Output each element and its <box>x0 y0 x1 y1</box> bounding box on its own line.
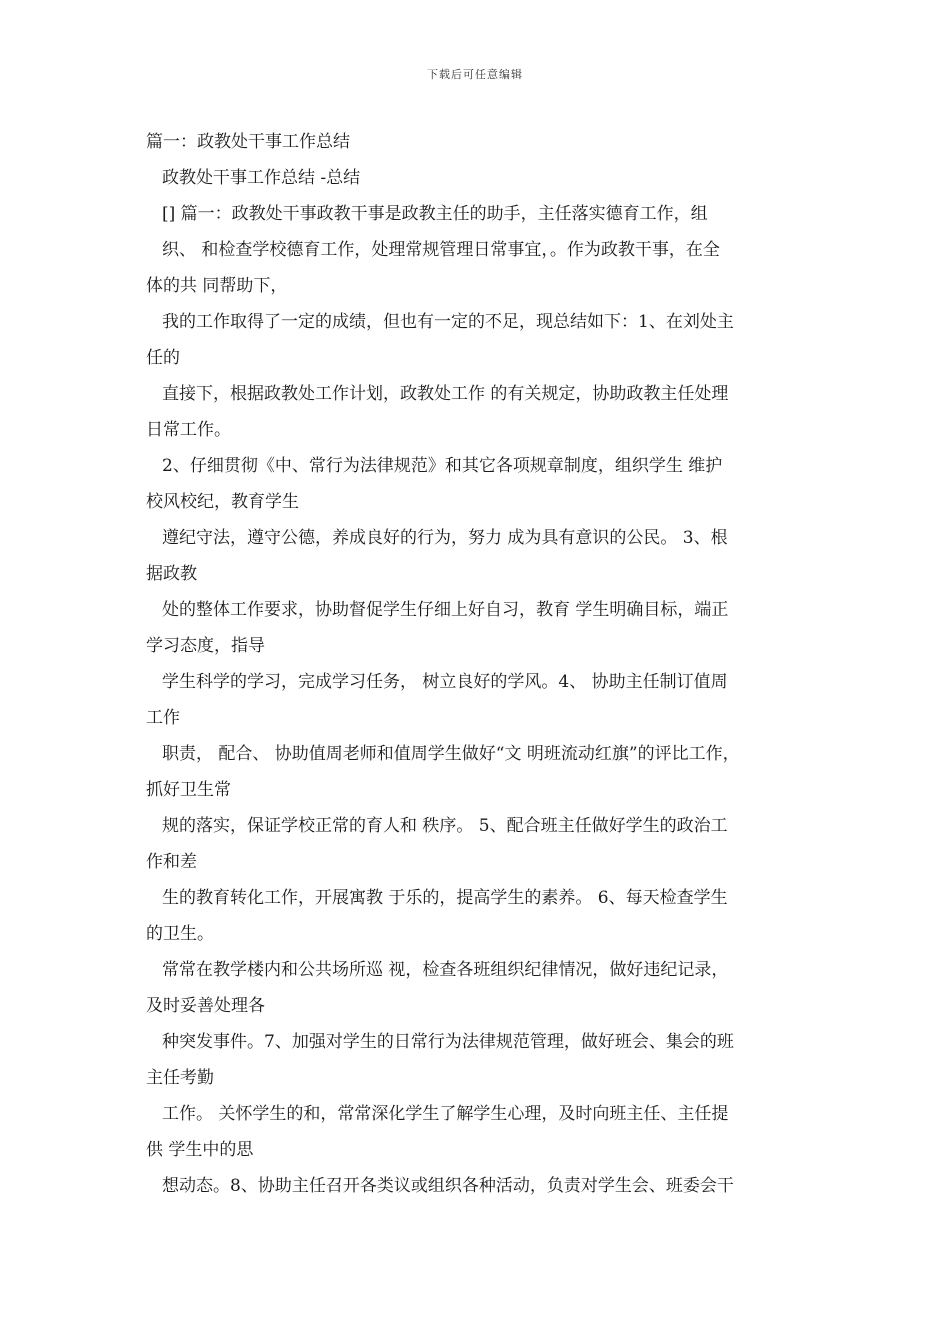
text-line: 主任考勤 <box>146 1068 214 1088</box>
text-line: 校风校纪，教育学生 <box>146 492 299 512</box>
text-line: 职责， 配合、 协助值周老师和值周学生做好“文 明班流动红旗”的评比工作， <box>162 744 740 764</box>
text-line: 种突发事件。7、加强对学生的日常行为法律规范管理，做好班会、集会的班 <box>162 1032 734 1052</box>
text-line: 学习态度，指导 <box>146 636 265 656</box>
text-line: 想动态。8、协助主任召开各类议或组织各种活动，负责对学生会、班委会干 <box>162 1176 734 1196</box>
text-line: 作和差 <box>146 852 197 872</box>
text-line: 处的整体工作要求，协助督促学生仔细上好自习，教育 学生明确目标，端正 <box>162 600 729 620</box>
text-line: 任的 <box>146 348 180 368</box>
text-line: 我的工作取得了一定的成绩，但也有一定的不足，现总结如下：1、在刘处主 <box>162 312 734 332</box>
text-line: 日常工作。 <box>146 420 231 440</box>
text-line: 体的共 同帮助下， <box>146 276 288 296</box>
document-body <box>146 124 816 1204</box>
text-line: 工作。 关怀学生的和，常常深化学生了解学生心理，及时向班主任、主任提 <box>162 1104 729 1124</box>
text-line: 政教处干事工作总结 -总结 <box>162 168 361 188</box>
text-line: 规的落实，保证学校正常的育人和 秩序。 5、配合班主任做好学生的政治工 <box>162 816 728 836</box>
download-note: 下载后可任意编辑 <box>427 68 523 81</box>
document-title: 篇一：政教处干事工作总结 <box>146 132 350 152</box>
text-line: 抓好卫生常 <box>146 780 231 800</box>
text-line: 据政教 <box>146 564 197 584</box>
text-line: [] 篇一：政教处干事政教干事是政教主任的助手，主任落实德育工作，组 <box>162 204 708 224</box>
text-line: 直接下，根据政教处工作计划，政教处工作 的有关规定，协助政教主任处理 <box>162 384 729 404</box>
text-line: 学生科学的学习，完成学习任务， 树立良好的学风。4、 协助主任制订值周 <box>162 672 728 692</box>
text-line: 供 学生中的思 <box>146 1140 254 1160</box>
text-line: 遵纪守法，遵守公德，养成良好的行为，努力 成为具有意识的公民。 3、根 <box>162 528 728 548</box>
text-line: 生的教育转化工作，开展寓教 于乐的，提高学生的素养。 6、每天检查学生 <box>162 888 728 908</box>
text-line: 织、 和检查学校德育工作，处理常规管理日常事宜，。作为政教干事，在全 <box>162 240 720 260</box>
text-line: 常常在教学楼内和公共场所巡 视，检查各班组织纪律情况，做好违纪记录， <box>162 960 729 980</box>
text-line: 2、仔细贯彻《中、常行为法律规范》和其它各项规章制度，组织学生 维护 <box>162 456 723 476</box>
text-line: 的卫生。 <box>146 924 214 944</box>
text-line: 及时妥善处理各 <box>146 996 265 1016</box>
text-line: 工作 <box>146 708 180 728</box>
